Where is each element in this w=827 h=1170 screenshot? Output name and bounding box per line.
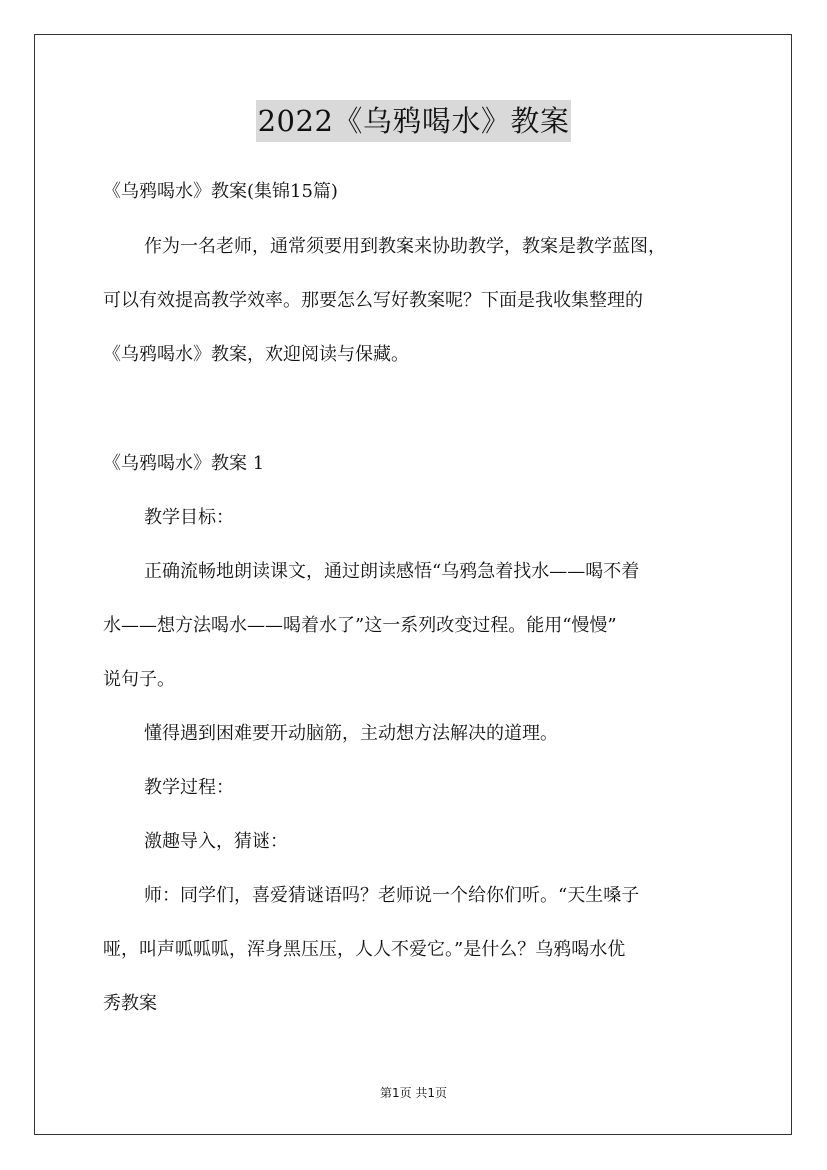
intro-paragraph xyxy=(103,220,743,382)
goals-label: 教学目标： xyxy=(144,507,234,528)
step-label: 激趣导入，猜谜： xyxy=(144,831,288,852)
document-title: 2022《乌鸦喝水》教案 xyxy=(256,100,572,142)
goal-1-line-3: 说句子。 xyxy=(103,669,175,690)
intro-line-3: 《乌鸦喝水》教案，欢迎阅读与保藏。 xyxy=(103,344,409,365)
teacher-line-2: 哑，叫声呱呱呱，浑身黑压压，人人不爱它。”是什么？乌鸦喝水优 xyxy=(103,939,626,960)
intro-line-1: 作为一名老师，通常须要用到教案来协助教学，教案是教学蓝图， xyxy=(144,236,666,257)
goal-2: 懂得遇到困难要开动脑筋，主动想方法解决的道理。 xyxy=(144,723,558,744)
section-heading-block xyxy=(103,437,743,491)
document-subtitle: 《乌鸦喝水》教案(集锦15篇) xyxy=(103,181,338,202)
intro-line-2: 可以有效提高教学效率。那要怎么写好教案呢？下面是我收集整理的 xyxy=(103,290,643,311)
page-footer: 第1页 共1页 xyxy=(379,1086,448,1100)
section-heading: 《乌鸦喝水》教案 1 xyxy=(103,453,265,474)
title-wrap xyxy=(0,100,827,142)
teacher-line-1: 师：同学们，喜爱猜谜语吗？老师说一个给你们听。“天生嗓子 xyxy=(144,885,640,906)
subtitle-block xyxy=(103,165,743,219)
process-label: 教学过程： xyxy=(144,777,234,798)
teacher-line-3: 秀教案 xyxy=(103,993,157,1014)
goal-1-line-2: 水——想方法喝水——喝着水了”这一系列改变过程。能用“慢慢” xyxy=(103,615,617,636)
goal-1-line-1: 正确流畅地朗读课文，通过朗读感悟“乌鸦急着找水——喝不着 xyxy=(144,561,640,582)
goals-block xyxy=(103,491,743,1031)
